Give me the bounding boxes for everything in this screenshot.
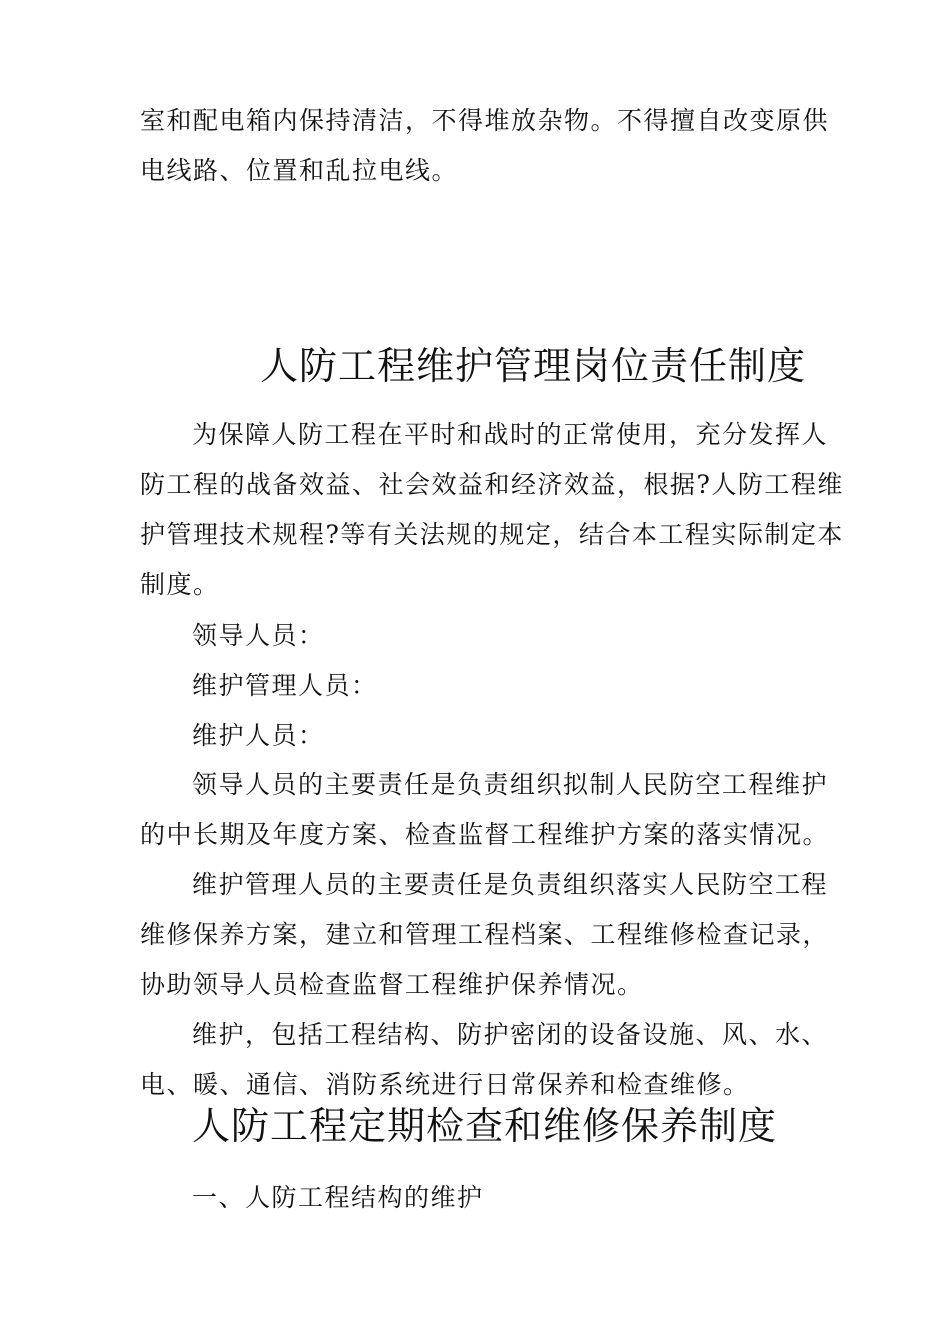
paragraph-line: 维修保养方案，建立和管理工程档案、工程维修检查记录，: [140, 920, 830, 949]
paragraph-line: 领导人员的主要责任是负责组织拟制人民防空工程维护: [192, 770, 829, 799]
section-title: 人防工程定期检查和维修保养制度: [192, 1104, 778, 1148]
paragraph-line: 为保障人防工程在平时和战时的正常使用，充分发挥人: [192, 420, 829, 449]
paragraph-line: 护管理技术规程?等有关法规的规定，结合本工程实际制定本: [140, 520, 844, 549]
paragraph-line: 制度。: [140, 570, 220, 599]
role-label-leader: 领导人员：: [192, 621, 325, 650]
paragraph-line: 的中长期及年度方案、检查监督工程维护方案的落实情况。: [140, 820, 830, 849]
paragraph-line: 电线路、位置和乱拉电线。: [140, 156, 459, 185]
subheading: 一、人防工程结构的维护: [192, 1183, 484, 1212]
paragraph-line: 协助领导人员检查监督工程维护保养情况。: [140, 970, 644, 999]
paragraph-line: 室和配电箱内保持清洁，不得堆放杂物。不得擅自改变原供: [140, 106, 830, 135]
role-label-maintainer: 维护人员：: [192, 721, 325, 750]
paragraph-line: 防工程的战备效益、社会效益和经济效益，根据?人防工程维: [140, 470, 844, 499]
paragraph-line: 维护管理人员的主要责任是负责组织落实人民防空工程: [192, 870, 829, 899]
paragraph-line: 电、暖、通信、消防系统进行日常保养和检查维修。: [140, 1070, 750, 1099]
role-label-manager: 维护管理人员：: [192, 671, 378, 700]
paragraph-line: 维护，包括工程结构、防护密闭的设备设施、风、水、: [192, 1020, 829, 1049]
section-title: 人防工程维护管理岗位责任制度: [260, 344, 807, 388]
